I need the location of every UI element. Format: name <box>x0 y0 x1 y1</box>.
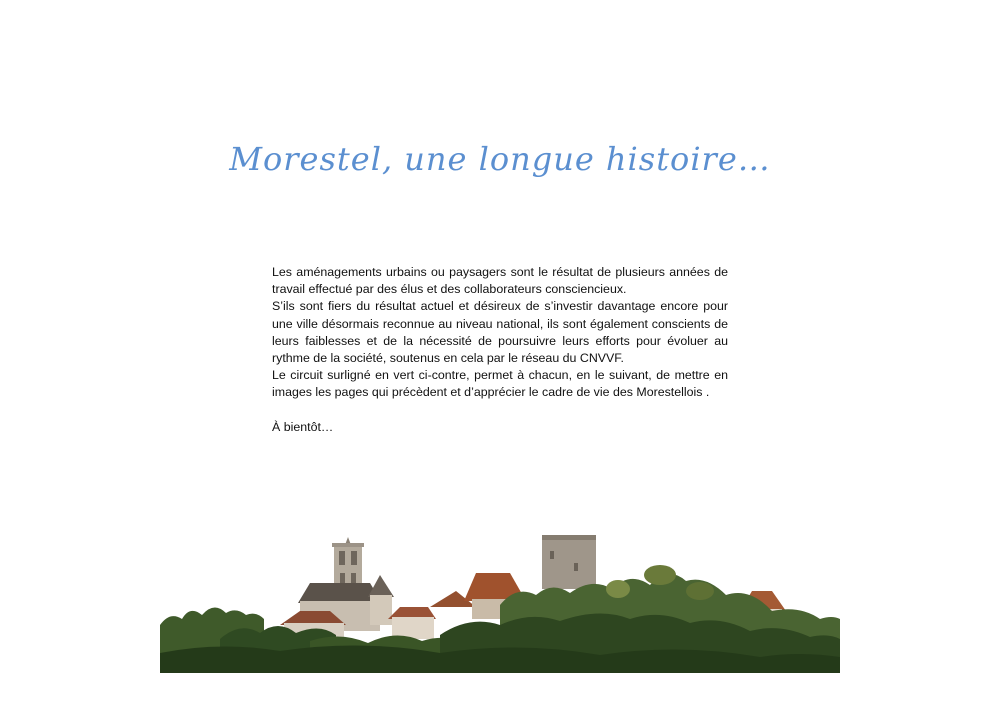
page-title: Morestel, une longue histoire… <box>229 140 771 178</box>
closing-text: À bientôt… <box>272 419 334 434</box>
body-text <box>272 264 728 436</box>
paragraph-2: S’ils sont fiers du résultat actuel et désireux de s’investir davantage encore pour une ville désormais reconnue au niveau national, ils sont également conscients de leurs faiblesses et de la nécessité de poursuivre leurs efforts pour évoluer au rythme de la société, soutenus en cela par le réseau du CNVVF. <box>272 299 728 366</box>
paragraph-3: Le circuit surligné en vert ci-contre, permet à chacun, en le suivant, de mettre en images les pages qui précèdent et d’apprécier le cadre de vie des Morestellois . <box>272 368 728 400</box>
castle-keep <box>542 535 596 589</box>
paragraph-1: Les aménagements urbains ou paysagers sont le résultat de plusieurs années de travail effectué par des élus et des collaborateurs consciencieux. <box>272 265 728 297</box>
village-panorama-image <box>160 515 840 673</box>
